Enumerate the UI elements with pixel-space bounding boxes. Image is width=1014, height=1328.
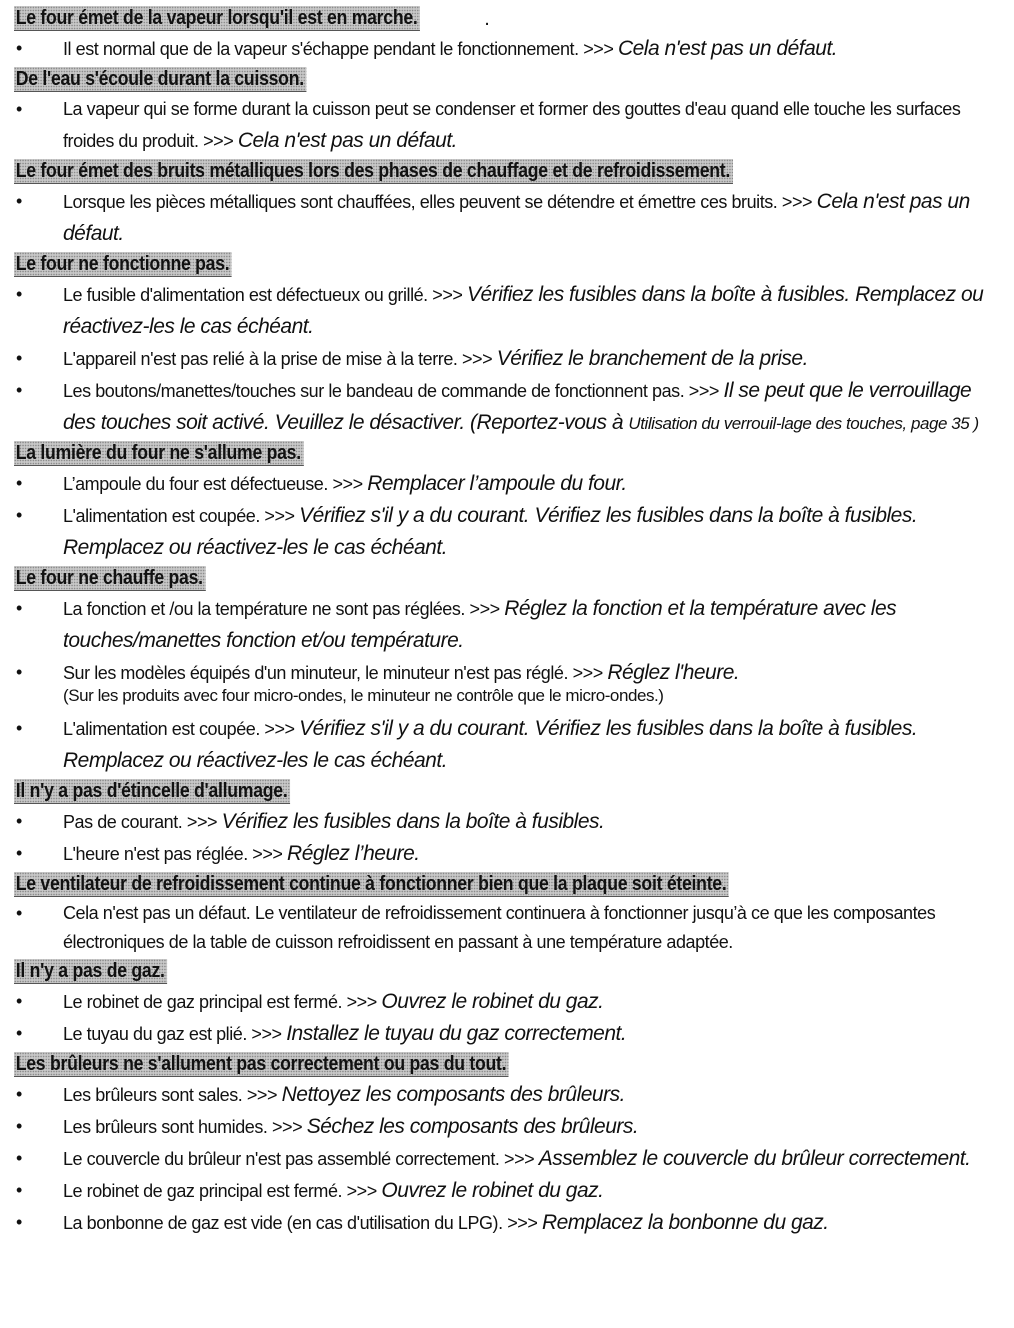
bullet-icon: • [16,843,22,863]
section-heading: Les brûleurs ne s'allument pas correctement ou pas du tout. [14,1052,509,1077]
section-items [14,806,1000,870]
section-heading-row [14,157,1000,186]
solution-text: Installez le tuyau du gaz correctement. [286,1022,627,1045]
section-heading: La lumière du four ne s'allume pas. [14,441,303,466]
solution-text: Ouvrez le robinet du gaz. [381,990,604,1013]
solution-text: Cela n'est pas un défaut. [63,190,970,245]
section-items [14,593,1000,777]
list-item [14,468,1000,500]
section-heading-row [14,250,1000,279]
problem-text: Les brûleurs sont humides. >>> [63,1117,307,1137]
bullet-icon: • [16,811,22,831]
bullet-icon: • [16,1148,22,1168]
problem-text: L'heure n'est pas réglée. >>> [63,844,288,864]
problem-text: Sur les modèles équipés d'un minuteur, le minuteur n'est pas réglé. >>> [63,663,608,683]
solution-text: Réglez la fonction et la température avec les touches/manettes fonction et/ou température. [63,597,897,652]
section-items [14,94,1000,157]
problem-text: Le tuyau du gaz est plié. >>> [63,1024,287,1044]
solution-text: Séchez les composants des brûleurs. [306,1115,639,1138]
list-item [14,806,1000,838]
bullet-icon: • [16,598,22,618]
section-heading: Il n'y a pas d'étincelle d'allumage. [14,779,290,804]
bullet-icon: • [16,380,22,400]
section-heading: Le four émet des bruits métalliques lors des phases de chauffage et de refroidissement. [14,159,733,184]
section-items [14,468,1000,564]
list-item [14,1175,1000,1207]
problem-text: La fonction et /ou la température ne sont pas réglées. >>> [63,599,505,619]
bullet-icon: • [16,99,22,119]
section-heading: Il n'y a pas de gaz. [14,959,167,984]
problem-text: L’ampoule du four est défectueuse. >>> [63,474,368,494]
bullet-icon: • [16,191,22,211]
problem-text: La bonbonne de gaz est vide (en cas d'utilisation du LPG). >>> [63,1213,542,1233]
bullet-icon: • [16,991,22,1011]
bullet-icon: • [16,1023,22,1043]
section-heading-row [14,870,1000,899]
section-heading-row [14,1050,1000,1079]
problem-text: Le robinet de gaz principal est fermé. >>> [63,1181,382,1201]
section-items [14,1079,1000,1239]
bullet-icon: • [16,1212,22,1232]
list-item [14,500,1000,564]
section-items [14,899,1000,957]
problem-text: Cela n'est pas un défaut. Le ventilateur de refroidissement continuera à fonctionner jusqu’à ce que les composantes électroniques de la table de cuisson refroidissent en passant à une température adaptée. [63,903,936,952]
section-heading: Le ventilateur de refroidissement continue à fonctionner bien que la plaque soit éteinte. [14,872,729,897]
solution-text: Remplacez la bonbonne du gaz. [541,1211,829,1234]
solution-text: Réglez l’heure. [287,842,420,865]
list-item [14,279,1000,343]
section-heading: Le four émet de la vapeur lorsqu'il est en marche. [14,6,420,31]
section-items [14,33,1000,65]
section-heading: De l'eau s'écoule durant la cuisson. [14,67,306,92]
solution-text: Vérifiez s'il y a du courant. Vérifiez les fusibles dans la boîte à fusibles. Remplacez ou réactivez-les le cas échéant. [63,717,918,772]
solution-text: Il se peut que le verrouillage des touches soit activé. Veuillez le désactiver. (Reportez-vous à [63,379,972,434]
problem-text: Le fusible d'alimentation est défectueux ou grillé. >>> [63,285,468,305]
cross-reference-text: Utilisation du verrouil-lage des touches, page 35 ) [628,414,979,433]
section-items [14,186,1000,250]
list-item [14,1111,1000,1143]
bullet-icon: • [16,1084,22,1104]
section-heading-row [14,4,1000,33]
section-heading-row [14,564,1000,593]
bullet-icon: • [16,718,22,738]
list-item [14,713,1000,777]
bullet-icon: • [16,284,22,304]
list-item [14,1079,1000,1111]
section-heading: Le four ne chauffe pas. [14,566,205,591]
list-item [14,657,1000,713]
note-text: (Sur les produits avec four micro-ondes, le minuteur ne contrôle que le micro-ondes.) [63,686,664,705]
bullet-icon: • [16,348,22,368]
section-heading-row [14,957,1000,986]
solution-text: Remplacer l’ampoule du four. [367,472,627,495]
problem-text: Les boutons/manettes/touches sur le bandeau de commande de fonctionnent pas. >>> [63,381,724,401]
solution-text: Assemblez le couvercle du brûleur correctement. [538,1147,971,1170]
problem-text: Pas de courant. >>> [63,812,222,832]
bullet-icon: • [16,1116,22,1136]
solution-text: Vérifiez le branchement de la prise. [496,347,808,370]
section-items [14,986,1000,1050]
problem-text: Il est normal que de la vapeur s'échappe pendant le fonctionnement. >>> [63,39,618,59]
list-item [14,33,1000,65]
list-item [14,1207,1000,1239]
problem-text: L'appareil n'est pas relié à la prise de mise à la terre. >>> [63,349,497,369]
problem-text: L'alimentation est coupée. >>> [63,506,300,526]
solution-text: Vérifiez les fusibles dans la boîte à fusibles. [221,810,605,833]
problem-text: L'alimentation est coupée. >>> [63,719,300,739]
list-item [14,899,1000,957]
solution-text: Vérifiez les fusibles dans la boîte à fusibles. Remplacez ou réactivez-les le cas échéant. [63,283,984,338]
list-item [14,838,1000,870]
list-item [14,186,1000,250]
problem-text: Le couvercle du brûleur n'est pas assemblé correctement. >>> [63,1149,539,1169]
list-item [14,343,1000,375]
problem-text: Les brûleurs sont sales. >>> [63,1085,282,1105]
bullet-icon: • [16,662,22,682]
bullet-icon: • [16,505,22,525]
section-heading-row [14,65,1000,94]
section-items [14,279,1000,439]
section-heading: Le four ne fonctionne pas. [14,252,232,277]
bullet-icon: • [16,903,22,923]
heading-suffix: . [484,8,490,30]
solution-text: Nettoyez les composants des brûleurs. [281,1083,625,1106]
list-item [14,1143,1000,1175]
section-heading-row [14,439,1000,468]
problem-text: La vapeur qui se forme durant la cuisson peut se condenser et former des gouttes d'eau quand elle touche les surfaces froides du produit. >>> [63,99,961,151]
solution-text: Ouvrez le robinet du gaz. [381,1179,604,1202]
problem-text: Le robinet de gaz principal est fermé. >>> [63,992,382,1012]
solution-text: Réglez l'heure. [607,661,740,684]
bullet-icon: • [16,1180,22,1200]
solution-text: Cela n'est pas un défaut. [617,37,838,60]
problem-text: Lorsque les pièces métalliques sont chauffées, elles peuvent se détendre et émettre ces bruits. >>> [63,192,817,212]
solution-text: Cela n'est pas un défaut. [237,129,457,152]
list-item [14,94,1000,157]
list-item [14,375,1000,439]
solution-text: Vérifiez s'il y a du courant. Vérifiez les fusibles dans la boîte à fusibles. Remplacez ou réactivez-les le cas échéant. [63,504,918,559]
list-item [14,1018,1000,1050]
list-item [14,593,1000,657]
section-heading-row [14,777,1000,806]
bullet-icon: • [16,38,22,58]
bullet-icon: • [16,473,22,493]
list-item [14,986,1000,1018]
